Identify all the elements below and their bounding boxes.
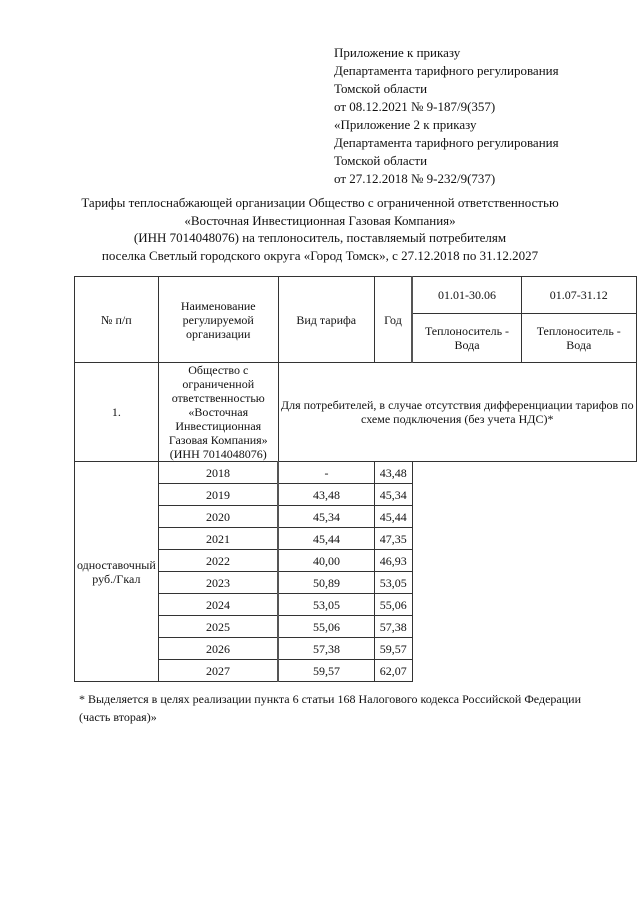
header-org-name: Наименование регулируемой организации bbox=[158, 277, 278, 363]
value-period-2: 47,35 bbox=[374, 528, 412, 550]
appendix-line: Приложение к приказу bbox=[334, 45, 461, 60]
value-period-1: 55,06 bbox=[278, 616, 374, 638]
value-period-1: 45,34 bbox=[278, 506, 374, 528]
footnote: * Выделяется в целях реализации пункта 6 статьи 168 Налогового кодекса Российской Федерации (часть вторая)» bbox=[79, 692, 581, 724]
title-line: Тарифы теплоснабжающей организации Общество с ограниченной ответственностью bbox=[81, 195, 559, 210]
table-row bbox=[75, 594, 637, 616]
header-period-2: 01.07-31.12 bbox=[521, 277, 636, 314]
value-period-2: 55,06 bbox=[374, 594, 412, 616]
value-period-2: 43,48 bbox=[374, 462, 412, 484]
appendix-line: «Приложение 2 к приказу bbox=[334, 117, 477, 132]
header-year: Год bbox=[374, 277, 412, 363]
appendix-line: Департамента тарифного регулирования bbox=[334, 63, 559, 78]
value-period-2: 57,38 bbox=[374, 616, 412, 638]
header-carrier-1: Теплоноситель - Вода bbox=[412, 314, 521, 363]
year-cell: 2026 bbox=[158, 638, 278, 660]
value-period-2: 45,34 bbox=[374, 484, 412, 506]
appendix-line: от 08.12.2021 № 9-187/9(357) bbox=[334, 99, 496, 114]
value-period-1: 50,89 bbox=[278, 572, 374, 594]
table-row bbox=[75, 484, 637, 506]
value-period-1: 53,05 bbox=[278, 594, 374, 616]
table-row bbox=[75, 528, 637, 550]
year-cell: 2027 bbox=[158, 660, 278, 682]
table-row bbox=[75, 462, 637, 484]
year-cell: 2025 bbox=[158, 616, 278, 638]
appendix-line: Томской области bbox=[334, 81, 428, 96]
table-row bbox=[75, 616, 637, 638]
value-period-2: 62,07 bbox=[374, 660, 412, 682]
appendix-line: Департамента тарифного регулирования bbox=[334, 135, 559, 150]
header-tariff-type: Вид тарифа bbox=[278, 277, 374, 363]
organization-name: Общество с ограниченной ответственностью «Восточная Инвестиционная Газовая Компания» (ИНН 7014048076) bbox=[158, 363, 278, 462]
value-period-1: - bbox=[278, 462, 374, 484]
table-row bbox=[75, 638, 637, 660]
value-period-1: 59,57 bbox=[278, 660, 374, 682]
value-period-2: 53,05 bbox=[374, 572, 412, 594]
document-title bbox=[0, 194, 640, 264]
year-cell: 2024 bbox=[158, 594, 278, 616]
year-cell: 2022 bbox=[158, 550, 278, 572]
table-row bbox=[75, 506, 637, 528]
value-period-1: 40,00 bbox=[278, 550, 374, 572]
value-period-1: 43,48 bbox=[278, 484, 374, 506]
title-line: поселка Светлый городского округа «Город Томск», с 27.12.2018 по 31.12.2027 bbox=[101, 247, 539, 263]
row-number: 1. bbox=[75, 363, 159, 462]
value-period-1: 57,38 bbox=[278, 638, 374, 660]
header-num: № п/п bbox=[75, 277, 159, 363]
value-period-2: 46,93 bbox=[374, 550, 412, 572]
title-line: (ИНН 7014048076) на теплоноситель, поставляемый потребителям bbox=[133, 230, 507, 245]
consumer-note: Для потребителей, в случае отсутствия дифференциации тарифов по схеме подключения (без учета НДС)* bbox=[278, 363, 636, 462]
appendix-line: Томской области bbox=[334, 153, 428, 168]
appendix-header bbox=[334, 44, 640, 188]
table-row bbox=[75, 572, 637, 594]
year-cell: 2023 bbox=[158, 572, 278, 594]
value-period-1: 45,44 bbox=[278, 528, 374, 550]
year-cell: 2021 bbox=[158, 528, 278, 550]
value-period-2: 45,44 bbox=[374, 506, 412, 528]
header-period-1: 01.01-30.06 bbox=[412, 277, 521, 314]
tariff-table bbox=[74, 276, 637, 682]
year-cell: 2018 bbox=[158, 462, 278, 484]
tariff-type: одноставочный руб./Гкал bbox=[75, 462, 159, 682]
title-line: «Восточная Инвестиционная Газовая Компания» bbox=[184, 212, 456, 228]
appendix-line: от 27.12.2018 № 9-232/9(737) bbox=[334, 171, 496, 186]
table-row bbox=[75, 660, 637, 682]
year-cell: 2019 bbox=[158, 484, 278, 506]
table-row bbox=[75, 550, 637, 572]
year-cell: 2020 bbox=[158, 506, 278, 528]
header-carrier-2: Теплоноситель - Вода bbox=[521, 314, 636, 363]
value-period-2: 59,57 bbox=[374, 638, 412, 660]
